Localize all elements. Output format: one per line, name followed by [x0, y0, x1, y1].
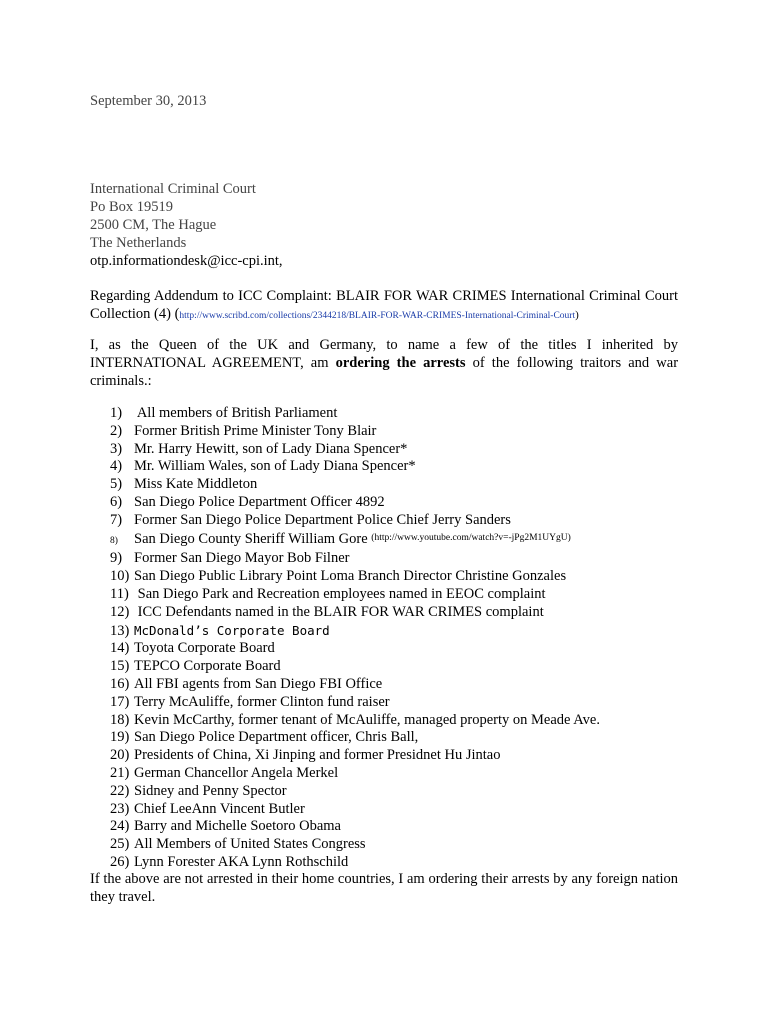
list-item-text: San Diego Police Department Officer 4892: [134, 493, 385, 510]
list-item: [110, 604, 600, 622]
list-item-number: 18): [110, 711, 130, 728]
list-item-number: 24): [110, 818, 130, 835]
list-item-number: 16): [110, 675, 130, 692]
list-item-text: Former San Diego Police Department Police Chief Jerry Sanders: [134, 511, 511, 528]
list-item: [110, 586, 600, 604]
list-item: [110, 712, 600, 730]
address-email: otp.informationdesk@icc-cpi.int,: [90, 253, 283, 269]
list-item-text: Former British Prime Minister Tony Blair: [134, 422, 377, 439]
list-item: [110, 640, 600, 658]
list-item: [110, 818, 600, 836]
address-line-1: International Criminal Court: [90, 181, 256, 197]
regarding-text: Regarding Addendum to ICC Complaint: BLAIR FOR WAR CRIMES International Criminal Court Collection (4) (: [90, 288, 678, 322]
list-item-number: 25): [110, 836, 130, 853]
list-item: [110, 801, 600, 819]
list-item-text: San Diego County Sheriff William Gore: [134, 530, 368, 547]
list-item-number: 15): [110, 658, 130, 675]
list-item-number: 8): [110, 535, 118, 546]
list-item: [110, 729, 600, 747]
list-item-text: Mr. Harry Hewitt, son of Lady Diana Spencer*: [134, 440, 408, 457]
list-item: [110, 441, 600, 459]
list-item-number: 17): [110, 693, 130, 710]
intro-paragraph: [90, 336, 678, 390]
list-item: [110, 423, 600, 441]
list-item-number: 1): [110, 405, 123, 421]
list-item-text: San Diego Public Library Point Loma Branch Director Christine Gonzales: [134, 568, 567, 585]
list-item-text: Chief LeeAnn Vincent Butler: [134, 800, 305, 817]
closing-paragraph: If the above are not arrested in their home countries, I am ordering their arrests by any foreign nation they travel.: [90, 871, 678, 905]
list-item-text: Terry McAuliffe, former Clinton fund raiser: [134, 693, 390, 710]
list-item-text: Mr. William Wales, son of Lady Diana Spencer*: [134, 458, 416, 475]
list-item-text: Presidents of China, Xi Jinping and former Presidnet Hu Jintao: [134, 747, 501, 764]
list-item-number: 11): [110, 585, 129, 602]
list-item-number: 10): [110, 568, 130, 585]
address-line-4: The Netherlands: [90, 235, 187, 251]
regarding-paragraph: [90, 287, 678, 325]
arrest-list: [110, 405, 600, 872]
list-item: [110, 747, 600, 765]
list-item-number: 3): [110, 440, 123, 457]
list-item-number: 22): [110, 782, 130, 799]
list-item-number: 12): [110, 603, 130, 620]
address-line-2: Po Box 19519: [90, 199, 173, 215]
list-item-number: 4): [110, 458, 123, 475]
list-item: [110, 694, 600, 712]
list-item-text: All FBI agents from San Diego FBI Office: [134, 675, 383, 692]
list-item-text: Lynn Forester AKA Lynn Rothschild: [134, 853, 349, 870]
list-item-number: 20): [110, 747, 130, 764]
list-item-text: Former San Diego Mayor Bob Filner: [134, 550, 350, 567]
list-item-number: 9): [110, 550, 123, 567]
list-item: [110, 765, 600, 783]
list-item-text: All Members of United States Congress: [134, 836, 366, 853]
list-item-text: Barry and Michelle Soetoro Obama: [134, 818, 341, 835]
list-item-number: 23): [110, 800, 130, 817]
list-item-text: TEPCO Corporate Board: [134, 658, 281, 675]
list-item: [110, 676, 600, 694]
list-item: [110, 476, 600, 494]
list-item-number: 5): [110, 476, 123, 493]
list-item-text: San Diego Police Department officer, Chris Ball,: [134, 729, 419, 746]
list-item: [110, 568, 600, 586]
list-item: [110, 530, 600, 551]
list-item-number: 7): [110, 511, 123, 528]
intro-before: I, as the Queen of the UK and Germany, to name a few of the titles I inherited by INTERNATIONAL AGREEMENT, am: [90, 337, 678, 371]
regarding-link[interactable]: http://www.scribd.com/collections/2344218/BLAIR-FOR-WAR-CRIMES-International-Criminal-Court: [179, 311, 576, 321]
list-item-link[interactable]: (http://www.youtube.com/watch?v=-jPg2M1UYgU): [371, 532, 571, 543]
list-item: [110, 512, 600, 530]
regarding-close: ): [575, 309, 579, 321]
intro-after: of the following traitors and war criminals.:: [90, 355, 679, 389]
list-item-text: Toyota Corporate Board: [134, 640, 275, 657]
list-item: [110, 783, 600, 801]
list-item-text: Sidney and Penny Spector: [134, 782, 287, 799]
list-item-number: 21): [110, 764, 130, 781]
list-item-number: 2): [110, 422, 123, 439]
list-item: [110, 550, 600, 568]
recipient-address: [90, 180, 283, 270]
list-item: [110, 658, 600, 676]
address-line-3: 2500 CM, The Hague: [90, 217, 217, 233]
list-item: [110, 405, 600, 423]
list-item-text: San Diego Park and Recreation employees named in EEOC complaint: [134, 585, 546, 602]
list-item-text: ICC Defendants named in the BLAIR FOR WAR CRIMES complaint: [134, 603, 544, 620]
list-item-number: 6): [110, 493, 123, 510]
list-item-number: 14): [110, 640, 130, 657]
list-item-number: 26): [110, 853, 130, 870]
list-item: [110, 836, 600, 854]
list-item-number: 13): [110, 622, 130, 639]
list-item-text: All members of British Parliament: [134, 405, 338, 421]
list-item-number: 19): [110, 729, 130, 746]
list-item: [110, 494, 600, 512]
list-item: [110, 622, 600, 641]
list-item-text: Miss Kate Middleton: [134, 476, 258, 493]
list-item-text: German Chancellor Angela Merkel: [134, 764, 339, 781]
letter-date: September 30, 2013: [90, 93, 207, 109]
list-item: [110, 458, 600, 476]
intro-bold: ordering the arrests: [335, 355, 466, 371]
list-item-text: Kevin McCarthy, former tenant of McAuliffe, managed property on Meade Ave.: [134, 711, 600, 728]
list-item-text: McDonald’s Corporate Board: [134, 622, 330, 638]
